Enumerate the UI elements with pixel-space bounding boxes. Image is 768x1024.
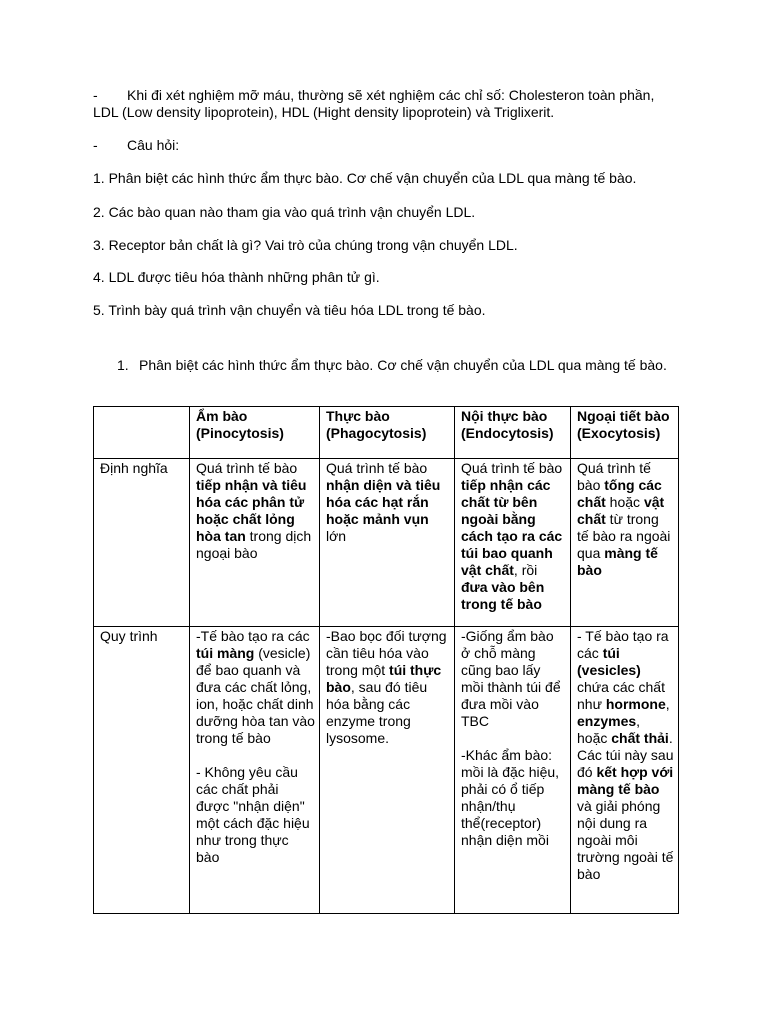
process-phagocytosis: -Bao bọc đối tượng cần tiêu hóa vào trong một túi thực bào, sau đó tiêu hóa bằng các enzyme trong lysosome. xyxy=(320,627,455,914)
questions-header-dash: - xyxy=(93,137,98,153)
questions-header-text: Câu hỏi: xyxy=(127,137,180,153)
intro-dash: - xyxy=(93,87,98,103)
intro-text: Khi đi xét nghiệm mỡ máu, thường sẽ xét nghiệm các chỉ số: Cholesteron toàn phần, LDL (Low density lipoprotein), HDL (Hight density lipoprotein) và Triglixerit. xyxy=(93,87,655,120)
row-label-definition: Định nghĩa xyxy=(94,459,190,627)
header-cell-empty xyxy=(94,407,190,459)
question-4: 4. LDL được tiêu hóa thành những phân tử gì. xyxy=(93,269,380,285)
section-text: Phân biệt các hình thức ẩm thực bào. Cơ chế vận chuyển của LDL qua màng tế bào. xyxy=(139,357,667,373)
comparison-table xyxy=(93,406,679,914)
question-3: 3. Receptor bản chất là gì? Vai trò của chúng trong vận chuyển LDL. xyxy=(93,237,518,253)
process-endocytosis xyxy=(455,627,571,914)
header-cell-endocytosis: Nội thực bào (Endocytosis) xyxy=(455,407,571,459)
header-cell-phagocytosis: Thực bào (Phagocytosis) xyxy=(320,407,455,459)
header-cell-pinocytosis: Ẩm bào (Pinocytosis) xyxy=(190,407,320,459)
section-heading xyxy=(117,357,677,374)
header-cell-exocytosis: Ngoại tiết bào (Exocytosis) xyxy=(571,407,679,459)
intro-paragraph xyxy=(93,87,683,121)
table-row-definition xyxy=(94,459,679,627)
process-pinocytosis-para-1: -Tế bào tạo ra các túi màng (vesicle) để bao quanh và đưa các chất lỏng, ion, hoặc chất dinh dưỡng hòa tan vào trong tế bào xyxy=(196,628,315,746)
process-pinocytosis-para-2: - Không yêu cầu các chất phải được "nhận diện" một cách đặc hiệu như trong thực bào xyxy=(196,764,310,865)
process-endocytosis-para-1: -Giống ẩm bào ở chỗ màng cũng bao lấy mồi thành túi để đưa mồi vào TBC xyxy=(461,628,561,729)
process-exocytosis: - Tế bào tạo ra các túi (vesicles) chứa các chất như hormone, enzymes, hoặc chất thải. Các túi này sau đó kết hợp với màng tế bào và giải phóng nội dung ra ngoài môi trường ngoài tế bào xyxy=(571,627,679,914)
table-row-process xyxy=(94,627,679,914)
process-endocytosis-para-2: -Khác ẩm bào: mồi là đặc hiệu, phải có ổ tiếp nhận/thụ thể(receptor) nhận diện mồi xyxy=(461,747,560,848)
questions-header xyxy=(93,137,683,154)
section-number: 1. xyxy=(117,357,129,373)
definition-pinocytosis: Quá trình tế bào tiếp nhận và tiêu hóa các phân tử hoặc chất lỏng hòa tan trong dịch ngoại bào xyxy=(190,459,320,627)
definition-phagocytosis: Quá trình tế bào nhận diện và tiêu hóa các hạt rắn hoặc mảnh vụn lớn xyxy=(320,459,455,627)
table-header-row xyxy=(94,407,679,459)
definition-endocytosis: Quá trình tế bào tiếp nhận các chất từ bên ngoài bằng cách tạo ra các túi bao quanh vật chất, rồi đưa vào bên trong tế bào xyxy=(455,459,571,627)
process-pinocytosis xyxy=(190,627,320,914)
question-2: 2. Các bào quan nào tham gia vào quá trình vận chuyển LDL. xyxy=(93,204,476,220)
question-1: 1. Phân biệt các hình thức ẩm thực bào. Cơ chế vận chuyển của LDL qua màng tế bào. xyxy=(93,170,637,186)
definition-exocytosis: Quá trình tế bào tống các chất hoặc vật chất từ trong tế bào ra ngoài qua màng tế bào xyxy=(571,459,679,627)
question-5: 5. Trình bày quá trình vận chuyển và tiêu hóa LDL trong tế bào. xyxy=(93,302,486,318)
row-label-process: Quy trình xyxy=(94,627,190,914)
